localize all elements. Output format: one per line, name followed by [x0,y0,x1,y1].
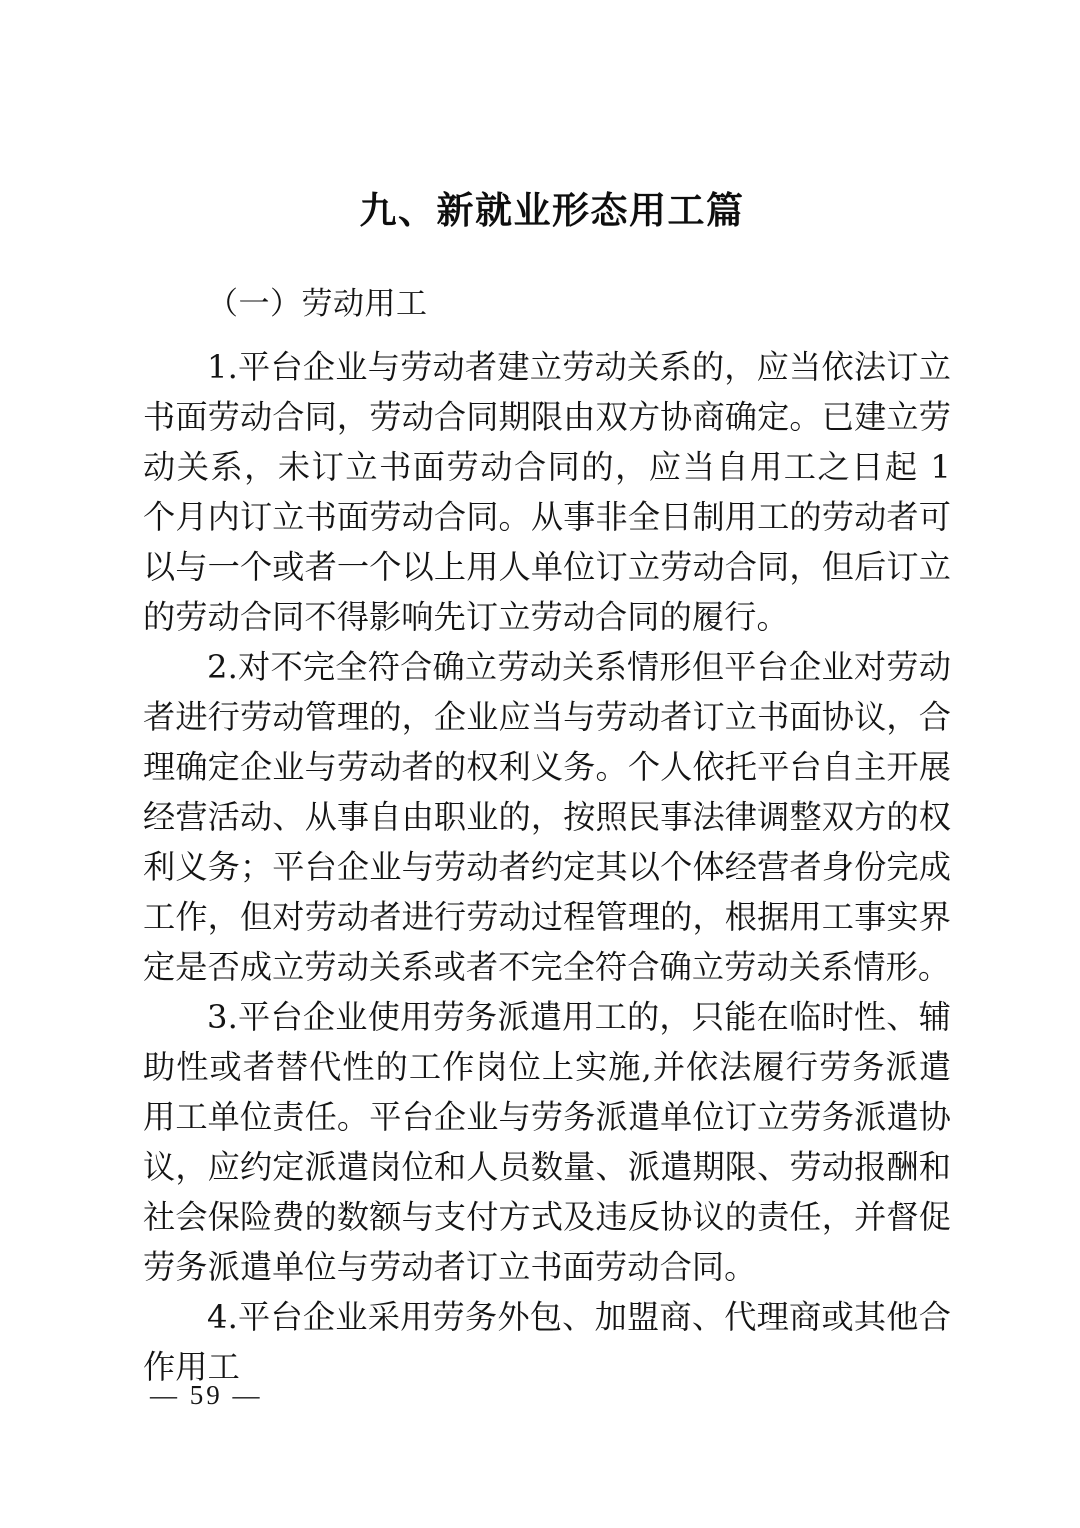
sub-heading: （一）劳动用工 [207,286,428,321]
paragraph-2-text: 2.对不完全符合确立劳动关系情形但平台企业对劳动者进行劳动管理的，企业应当与劳动者订立书面协议，合理确定企业与劳动者的权利义务。个人依托平台自主开展经营活动、从事自由职业的，按照民事法律调整双方的权利义务；平台企业与劳动者约定其以个体经营者身份完成工作，但对劳动者进行劳动过程管理的，根据用工事实界定是否成立劳动关系或者不完全符合确立劳动关系情形。 [143,648,951,986]
page-number: — 59 — [150,1380,263,1410]
paragraph-3 [143,992,951,1292]
paragraph-1 [143,342,951,642]
paragraph-3-text: 3.平台企业使用劳务派遣用工的，只能在临时性、辅助性或者替代性的工作岗位上实施,并依法履行劳务派遣用工单位责任。平台企业与劳务派遣单位订立劳务派遣协议，应约定派遣岗位和人员数量、派遣期限、劳动报酬和社会保险费的数额与支付方式及违反协议的责任，并督促劳务派遣单位与劳动者订立书面劳动合同。 [143,998,951,1286]
paragraph-1-text: 1.平台企业与劳动者建立劳动关系的，应当依法订立书面劳动合同，劳动合同期限由双方协商确定。已建立劳动关系，未订立书面劳动合同的，应当自用工之日起 1 个月内订立书面劳动合同。从事非全日制用工的劳动者可以与一个或者一个以上用人单位订立劳动合同，但后订立的劳动合同不得影响先订立劳动合同的履行。 [143,348,951,636]
paragraph-4-text: 4.平台企业采用劳务外包、加盟商、代理商或其他合作用工 [143,1298,951,1386]
paragraph-2 [143,642,951,992]
paragraph-4 [143,1292,951,1392]
body-text-block [143,342,951,1392]
section-title: 九、新就业形态用工篇 [359,190,745,231]
page-content-column [143,0,951,1392]
